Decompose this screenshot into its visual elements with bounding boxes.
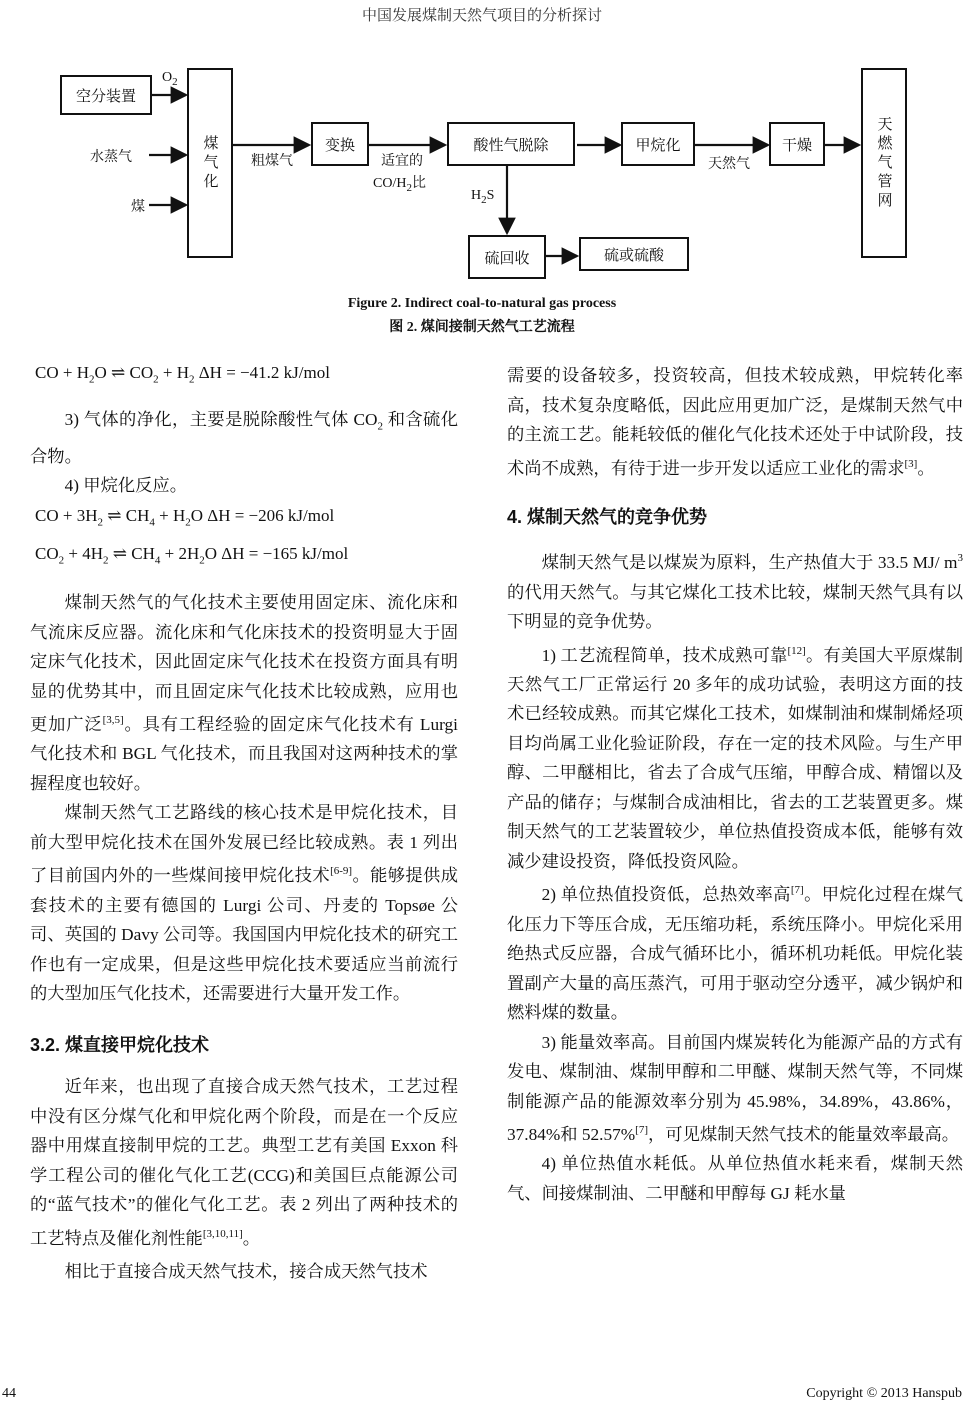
text-run: ⇌ CH bbox=[108, 544, 155, 563]
text-run: O ΔH = −165 kJ/mol bbox=[204, 544, 349, 563]
paragraph bbox=[30, 1072, 458, 1253]
text-run: CO bbox=[35, 544, 59, 563]
paragraph bbox=[507, 876, 963, 1027]
figure-caption-zh: 图 2. 煤间接制天然气工艺流程 bbox=[389, 320, 575, 335]
label-natural-gas: 天然气 bbox=[708, 157, 750, 172]
copyright: Copyright © 2013 Hanspub bbox=[806, 1386, 962, 1401]
paragraph-continued bbox=[507, 361, 963, 483]
label-raw-gas: 粗煤气 bbox=[251, 154, 293, 169]
text-run: ⇌ CH bbox=[102, 506, 150, 525]
subscript: 2 bbox=[199, 554, 205, 567]
text-run: 。能够提供成套技术的主要有德国的 Lurgi 公司、丹麦的 Topsøe 公司、英国的 Davy 公司等。我国国内甲烷化技术的研究工作也有一定成果，但是这些甲烷化技术要适应当前流行的大型加压气化技术，还需要进行大量开发工作。 bbox=[30, 866, 458, 1004]
citation: [3,10,11] bbox=[202, 1227, 243, 1240]
box-sulfur-recovery: 硫回收 bbox=[468, 235, 546, 279]
left-column-body bbox=[30, 588, 458, 1286]
text-run: 相比于直接合成天然气技术，接合成天然气技术 bbox=[64, 1261, 428, 1281]
figure-caption-en: Figure 2. Indirect coal-to-natural gas process bbox=[347, 296, 617, 311]
text-run: 3) 能量效率高。目前国内煤炭转化为能源产品的方式有发电、煤制油、煤制甲醇和二甲醚、煤制天然气等，不同煤制能源产品的能源效率分别为 45.98%，34.89%，43.86%，37.84%和 52.57% bbox=[507, 1032, 963, 1144]
citation: [3] bbox=[904, 457, 918, 470]
box-gasification: 煤气化 bbox=[187, 68, 233, 258]
paragraph-item-4 bbox=[30, 471, 458, 501]
text-run: 2) 单位热值投资低，总热效率高 bbox=[541, 885, 791, 905]
text-run: 煤制天然气的气化技术主要使用固定床、流化床和气流床反应器。流化床和气化床技术的投资明显大于固定床气化技术，因此固定床气化技术在投资方面具有明显的优势其中，而且固定床气化技术比较成熟，应用也更加广泛 bbox=[30, 593, 458, 734]
label-coal: 煤 bbox=[131, 200, 145, 215]
paragraph-item-3 bbox=[30, 405, 458, 471]
paragraph bbox=[507, 1149, 963, 1208]
equation-methanation-co bbox=[35, 506, 334, 528]
box-acid-gas-removal: 酸性气脱除 bbox=[447, 122, 575, 166]
label-ratio-1: 适宜的 bbox=[381, 154, 423, 169]
subscript: 2 bbox=[153, 373, 159, 386]
text-run: CO + 3H bbox=[35, 506, 98, 525]
paragraph bbox=[30, 1257, 458, 1287]
paragraph bbox=[507, 1028, 963, 1150]
equation-shift bbox=[35, 363, 330, 385]
text-run: 近年来，也出现了直接合成天然气技术，工艺过程中没有区分煤气化和甲烷化两个阶段，而是在一个反应器中用煤直接制甲烷的工艺。典型工艺有美国 Exxon 科学工程公司的催化气化工艺(CCG)和美国巨点能源公司的“蓝气技术”的催化气化工艺。表 2 列出了两种技术的工艺特点及催化剂性能 bbox=[30, 1077, 458, 1248]
subscript: 2 bbox=[185, 516, 191, 529]
text-run: O ΔH = −206 kJ/mol bbox=[190, 506, 335, 525]
box-methanation: 甲烷化 bbox=[621, 122, 695, 166]
text-run: 4) 甲烷化反应。 bbox=[64, 476, 187, 496]
label-h2s: $H_2S$ bbox=[471, 188, 495, 206]
subscript: 4 bbox=[154, 554, 161, 567]
citation: [6-9] bbox=[330, 865, 353, 878]
paragraph bbox=[30, 798, 458, 1008]
section-heading-4: 4. 煤制天然气的竞争优势 bbox=[507, 506, 708, 527]
text-run: 需要的设备较多，投资较高，但技术较成熟，甲烷转化率高，技术复杂度略低，因此应用更加广泛，是煤制天然气中的主流工艺。能耗较低的催化气化技术还处于中试阶段，技术尚不成熟，有待于进一步开发以适应工业化的需求 bbox=[507, 366, 963, 478]
text-run: 。甲烷化过程在煤气化压力下等压合成，无压缩功耗，系统压降小。甲烷化采用绝热式反应器，合成气循环比小，循环机功耗低。甲烷化装置副产大量的高压蒸汽，可用于驱动空分透平，减少锅炉和燃料煤的数量。 bbox=[507, 885, 963, 1023]
box-sulfur-product: 硫或硫酸 bbox=[579, 237, 689, 271]
text-run: 4) 单位热值水耗低。从单位热值水耗来看，煤制天然气、间接煤制油、二甲醚和甲醇每 GJ 耗水量 bbox=[507, 1154, 963, 1203]
text-run: ΔH = −41.2 kJ/mol bbox=[194, 363, 330, 382]
box-drying: 干燥 bbox=[769, 122, 825, 166]
subscript: 2 bbox=[189, 373, 195, 386]
label-o2: $O_2$ bbox=[162, 70, 178, 88]
section-heading-3-2: 3.2. 煤直接甲烷化技术 bbox=[30, 1034, 210, 1055]
box-shift: 变换 bbox=[311, 122, 369, 166]
text-run: 1) 工艺流程简单，技术成熟可靠 bbox=[541, 645, 788, 665]
right-column bbox=[507, 361, 963, 1208]
text-run: + 2H bbox=[160, 544, 200, 563]
equation-methanation-co2 bbox=[35, 544, 348, 566]
citation: [3,5] bbox=[102, 714, 124, 726]
text-run: 。有美国大平原煤制天然气工厂正常运行 20 多年的成功试验，表明这方面的技术已经较成熟。而其它煤化工技术，如煤制油和煤制烯烃项目均尚属工业化验证阶段，存在一定的技术风险。与生产甲醇、二甲醚相比，省去了合成气压缩，甲醇合成、精馏以及产品的储存；与煤制合成油相比，省去的工艺装置更多。煤制天然气的工艺装置较少，单位热值投资成本低，能够有效减少建设投资，降低投资风险。 bbox=[507, 645, 963, 871]
label-steam: 水蒸气 bbox=[90, 150, 132, 165]
text-run: O ⇌ CO bbox=[94, 363, 154, 382]
page-number: 44 bbox=[2, 1386, 16, 1401]
text-run: 和含硫化合物。 bbox=[30, 410, 458, 466]
subscript: 2 bbox=[58, 554, 65, 567]
subscript: 2 bbox=[103, 554, 109, 567]
text-run: 煤制天然气是以煤炭为原料，生产热值大于 33.5 MJ/ m bbox=[541, 553, 958, 573]
box-gas-grid: 天燃气管网 bbox=[861, 68, 907, 258]
text-run: + 4H bbox=[64, 544, 103, 563]
citation: [7] bbox=[635, 1124, 648, 1137]
subscript: 2 bbox=[88, 373, 95, 386]
citation: [7] bbox=[790, 884, 804, 897]
left-column bbox=[30, 405, 458, 501]
paragraph bbox=[507, 637, 963, 877]
subscript: 4 bbox=[149, 516, 155, 529]
text-run: + H bbox=[158, 363, 189, 382]
box-air-separation: 空分装置 bbox=[60, 75, 152, 115]
running-head: 中国发展煤制天然气项目的分析探讨 bbox=[361, 8, 602, 24]
label-ratio-2: $CO/H_2$比 bbox=[373, 176, 426, 194]
text-run: 的代用天然气。与其它煤化工技术比较，煤制天然气具有以下明显的竞争优势。 bbox=[507, 582, 963, 632]
citation: [12] bbox=[787, 644, 806, 657]
text-run: 煤制天然气工艺路线的核心技术是甲烷化技术，目前大型甲烷化技术在国外发展已经比较成熟。表 1 列出了目前国内外的一些煤间接甲烷化技术 bbox=[30, 803, 458, 886]
subscript: 2 bbox=[377, 420, 383, 433]
citation: 3 bbox=[957, 552, 963, 565]
subscript: 2 bbox=[97, 516, 103, 529]
text-run: ，可见煤制天然气技术的能量效率最高。 bbox=[648, 1124, 960, 1144]
text-run: 。 bbox=[917, 458, 935, 478]
text-run: 。 bbox=[242, 1228, 261, 1248]
paragraph bbox=[30, 588, 458, 798]
paragraph bbox=[507, 544, 963, 636]
text-run: + H bbox=[154, 506, 186, 525]
text-run: 3) 气体的净化，主要是脱除酸性气体 CO bbox=[64, 410, 378, 429]
text-run: CO + H bbox=[35, 363, 89, 382]
text-run: 。具有工程经验的固定床气化技术有 Lurgi 气化技术和 BGL 气化技术，而且我国对这两种技术的掌握程度也较好。 bbox=[30, 714, 458, 793]
